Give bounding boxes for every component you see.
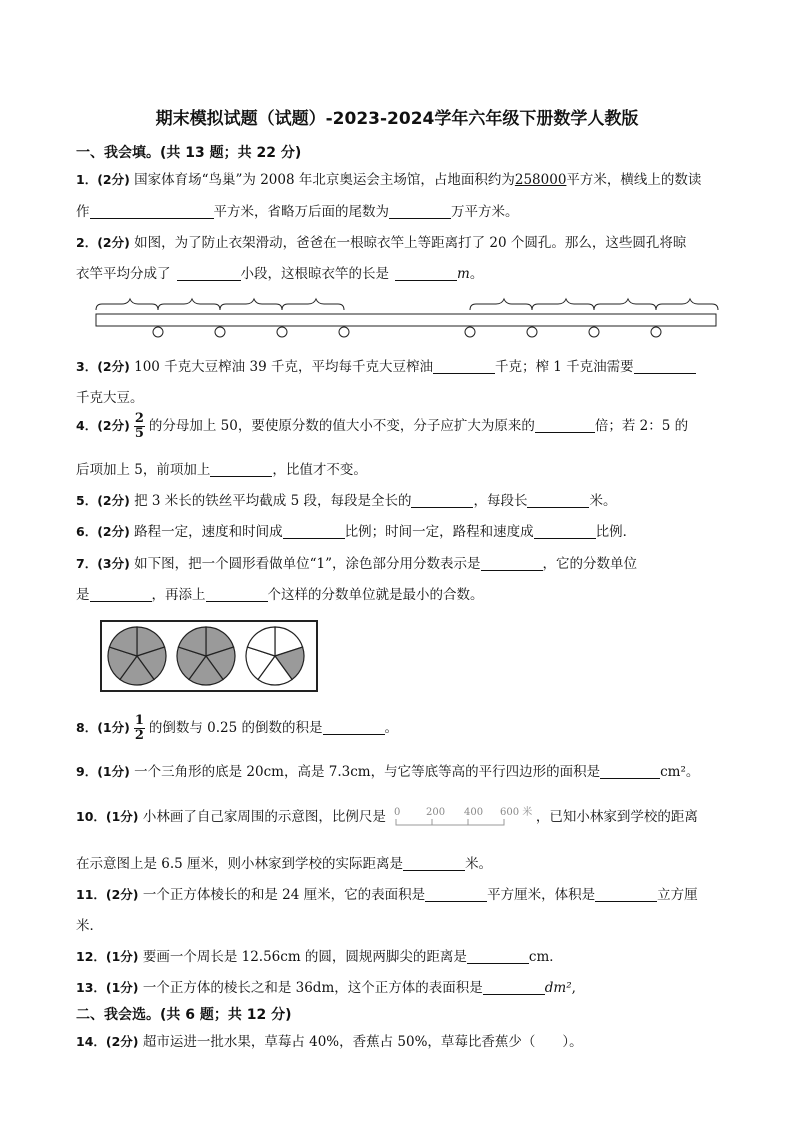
- q7-text-e: 个这样的分数单位就是最小的合数。: [267, 587, 484, 603]
- q10-text-d: 米。: [465, 856, 493, 872]
- q10-blank[interactable]: [403, 856, 465, 871]
- q8-line: [76, 714, 398, 743]
- fraction-numerator: 2: [134, 411, 144, 426]
- q7-line1: [76, 552, 637, 572]
- q5-line: [76, 489, 616, 509]
- q5-blank-2[interactable]: [527, 493, 589, 508]
- q4-number: 4．(2分): [76, 418, 130, 433]
- q9-text-a: 一个三角形的底是 20cm，高是 7.3cm，与它等底等高的平行四边形的面积是: [134, 764, 601, 780]
- q5-text-a: 把 3 米长的铁丝平均截成 5 段，每段是全长的: [134, 493, 412, 509]
- brace: [532, 299, 594, 310]
- q5-blank-1[interactable]: [411, 493, 473, 508]
- brace: [656, 299, 718, 310]
- hole: [277, 327, 287, 337]
- q10-text-c: 在示意图上是 6.5 厘米，则小林家到学校的实际距离是: [76, 856, 404, 872]
- q1-number: 1．(2分): [76, 172, 130, 187]
- q4-fraction: [134, 412, 145, 441]
- q1-text-c: 作: [76, 204, 90, 220]
- q14-text-a: 超市运进一批水果，草莓占 40%，香蕉占 50%，草莓比香蕉少（ ）。: [142, 1034, 583, 1050]
- hole: [651, 327, 661, 337]
- q10-line1: [76, 805, 698, 829]
- q4-text-b: 倍；若 2：5 的: [594, 418, 689, 434]
- q13-text-c: ,: [571, 980, 576, 996]
- scale-bar: [386, 805, 536, 829]
- q3-number: 3．(2分): [76, 359, 130, 374]
- q9-blank[interactable]: [600, 764, 660, 779]
- q12-blank[interactable]: [467, 949, 529, 964]
- hole: [153, 327, 163, 337]
- q2-text-c: 小段，这根晾衣竿的长是: [240, 266, 389, 282]
- q1-blank-1[interactable]: [90, 204, 214, 219]
- scale-tick-label: 400: [463, 807, 483, 818]
- q7-line2: [76, 583, 484, 603]
- q5-text-b: ，每段长: [473, 493, 528, 509]
- fraction-numerator: 1: [134, 713, 144, 728]
- q12-line: [76, 945, 563, 965]
- hole: [339, 327, 349, 337]
- clothes-pole-figure: [86, 280, 726, 344]
- q1-text-e: 万平方米。: [451, 204, 519, 220]
- q2-line1: [76, 231, 686, 251]
- q2-blank-2[interactable]: [395, 266, 457, 281]
- q13-blank[interactable]: [483, 980, 545, 995]
- q13-unit: dm²: [544, 980, 572, 996]
- q2-unit: m: [457, 266, 470, 282]
- q8-fraction: [134, 714, 145, 743]
- hole: [215, 327, 225, 337]
- q13-text-a: 一个正方体的棱长之和是 36dm，这个正方体的表面积是: [142, 980, 483, 996]
- q7-text-b: ，它的分数单位: [542, 556, 638, 572]
- q7-blank-1[interactable]: [481, 556, 543, 571]
- q11-number: 11．(2分): [76, 887, 139, 902]
- q3-text-a: 100 千克大豆榨油 39 千克，平均每千克大豆榨油: [134, 359, 433, 375]
- q4-text-c: 后项加上 5，前项加上: [76, 462, 211, 478]
- q2-line2: [76, 262, 483, 282]
- q11-line1: [76, 883, 698, 903]
- q9-line: [76, 760, 699, 780]
- fraction-denominator: 5: [134, 426, 144, 441]
- scale-tick-label: 0: [393, 807, 401, 818]
- scale-tick-label: 600 米: [499, 807, 533, 818]
- q11-text-b: 平方厘米，体积是: [487, 887, 596, 903]
- q10-text-a: 小林画了自己家周围的示意图，比例尺是: [142, 809, 386, 825]
- brace: [282, 299, 344, 310]
- q4-text-a: 的分母加上 50，要使原分数的值大小不变，分子应扩大为原来的: [148, 418, 535, 434]
- q3-line1: [76, 355, 696, 375]
- q13-number: 13．(1分): [76, 980, 139, 995]
- q7-number: 7．(3分): [76, 556, 130, 571]
- hole: [465, 327, 475, 337]
- q1-underlined-value: 258000: [514, 172, 567, 188]
- q1-line2: [76, 200, 519, 220]
- q3-text-c: 千克大豆。: [76, 390, 144, 406]
- q3-blank-2[interactable]: [634, 359, 696, 374]
- q3-blank-1[interactable]: [433, 359, 495, 374]
- q7-text-a: 如下图，把一个圆形看做单位“1”，涂色部分用分数表示是: [134, 556, 481, 572]
- fraction-denominator: 2: [134, 728, 144, 743]
- q14-line: [76, 1030, 583, 1050]
- q6-text-a: 路程一定，速度和时间成: [134, 524, 283, 540]
- q7-text-c: 是: [76, 587, 90, 603]
- q11-text-a: 一个正方体棱长的和是 24 厘米，它的表面积是: [142, 887, 426, 903]
- pie-svg: [102, 622, 316, 690]
- q10-text-b: ，已知小林家到学校的距离: [535, 809, 698, 825]
- q1-text-a: 国家体育场“鸟巢”为 2008 年北京奥运会主场馆，占地面积约为: [134, 172, 515, 188]
- q6-number: 6．(2分): [76, 524, 130, 539]
- q10-line2: [76, 852, 492, 872]
- q2-text-e: 。: [469, 266, 484, 282]
- q6-text-c: 比例．: [595, 524, 637, 540]
- pole: [96, 314, 716, 326]
- brace: [594, 299, 656, 310]
- q1-text-d: 平方米，省略万后面的尾数为: [213, 204, 389, 220]
- q2-text-b: 衣竿平均分成了: [76, 266, 171, 282]
- q5-text-c: 米。: [589, 493, 617, 509]
- pie-figure: [100, 620, 318, 692]
- q13-line: [76, 976, 576, 996]
- page-title: 期末模拟试题（试题）-2023-2024学年六年级下册数学人教版: [155, 109, 639, 129]
- hole: [589, 327, 599, 337]
- q3-text-b: 千克；榨 1 千克油需要: [494, 359, 634, 375]
- q2-text-a: 如图，为了防止衣架滑动，爸爸在一根晾衣竿上等距离打了 20 个圆孔。那么，这些圆孔将晾: [134, 235, 687, 251]
- q3-line2: [76, 386, 144, 406]
- brace: [96, 299, 158, 310]
- hole: [527, 327, 537, 337]
- q12-text-b: cm．: [528, 949, 563, 965]
- q2-blank-1[interactable]: [177, 266, 241, 281]
- q6-line: [76, 520, 636, 540]
- q6-blank-2[interactable]: [534, 524, 596, 539]
- q11-line2: [76, 914, 103, 934]
- q9-text-b: cm²。: [660, 764, 700, 780]
- q4-text-d: ，比值才不变。: [272, 462, 367, 478]
- q1-blank-2[interactable]: [389, 204, 451, 219]
- q12-text-a: 要画一个周长是 12.56cm 的圆，圆规两脚尖的距离是: [142, 949, 467, 965]
- q11-text-c: 立方厘: [657, 887, 698, 903]
- q7-text-d: ，再添上: [151, 587, 206, 603]
- q4-blank-2[interactable]: [210, 462, 272, 477]
- q14-number: 14．(2分): [76, 1034, 139, 1049]
- q11-blank-1[interactable]: [425, 887, 487, 902]
- q4-line1: [76, 412, 688, 441]
- section-choose-heading: 二、我会选。(共 6 题；共 12 分): [76, 1007, 292, 1023]
- q6-blank-1[interactable]: [283, 524, 345, 539]
- q11-text-d: 米．: [76, 918, 103, 934]
- q7-blank-3[interactable]: [206, 587, 268, 602]
- q5-number: 5．(2分): [76, 493, 130, 508]
- q12-number: 12．(1分): [76, 949, 139, 964]
- q1-text-b: 平方米，横线上的数读: [566, 172, 702, 188]
- scale-tick-label: 200: [425, 807, 445, 818]
- q11-blank-2[interactable]: [595, 887, 657, 902]
- q4-blank-1[interactable]: [535, 418, 595, 433]
- q8-text-b: 。: [384, 720, 399, 736]
- q8-number: 8．(1分): [76, 720, 130, 735]
- q6-text-b: 比例；时间一定，路程和速度成: [344, 524, 534, 540]
- q4-line2: [76, 458, 367, 478]
- q8-text-a: 的倒数与 0.25 的倒数的积是: [148, 720, 323, 736]
- q10-number: 10．(1分): [76, 809, 139, 824]
- brace: [220, 299, 282, 310]
- q2-number: 2．(2分): [76, 235, 130, 250]
- q7-blank-2[interactable]: [90, 587, 152, 602]
- q9-number: 9．(1分): [76, 764, 130, 779]
- section-fill-heading: 一、我会填。(共 13 题；共 22 分): [76, 145, 302, 161]
- q1-line1: [76, 168, 701, 188]
- brace: [470, 299, 532, 310]
- brace: [158, 299, 220, 310]
- q8-blank[interactable]: [323, 720, 385, 735]
